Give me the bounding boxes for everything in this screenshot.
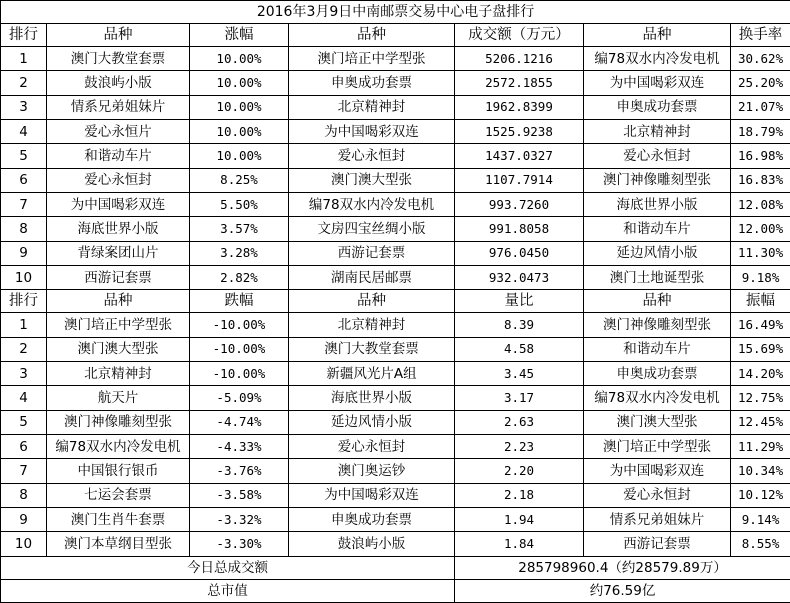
table-row [1, 483, 790, 507]
item-cell: 航天片 [47, 386, 190, 410]
rate-cell: 12.08% [731, 193, 790, 217]
item-cell: 文房四宝丝绸小版 [289, 217, 455, 241]
item-cell: 为中国喝彩双连 [584, 71, 731, 95]
item-cell: 澳门神像雕刻型张 [584, 168, 731, 192]
item-cell: 澳门培正中学型张 [47, 313, 190, 337]
metric-cell: 3.45 [455, 362, 584, 386]
rank-cell: 7 [1, 193, 47, 217]
item-cell: 澳门大教堂套票 [289, 337, 455, 361]
item-cell: 北京精神封 [47, 362, 190, 386]
table-row [1, 241, 790, 265]
rate-header: 换手率 [731, 23, 790, 46]
metric-cell: 976.0450 [455, 241, 584, 265]
change-cell: -4.33% [190, 435, 289, 459]
item-cell: 鼓浪屿小版 [289, 532, 455, 556]
item-cell: 西游记套票 [584, 532, 731, 556]
metric-cell: 2.63 [455, 410, 584, 434]
item-cell: 中国银行银币 [47, 459, 190, 483]
item-cell: 爱心永恒封 [289, 144, 455, 168]
item-cell: 澳门大教堂套票 [47, 46, 190, 70]
metric-cell: 1437.0327 [455, 144, 584, 168]
change-cell: 10.00% [190, 120, 289, 144]
item-header: 品种 [584, 290, 731, 313]
metric-cell: 8.39 [455, 313, 584, 337]
change-cell: 10.00% [190, 71, 289, 95]
item-cell: 新疆风光片A组 [289, 362, 455, 386]
change-cell: -3.32% [190, 508, 289, 532]
item-cell: 七运会套票 [47, 483, 190, 507]
table-title: 2016年3月9日中南邮票交易中心电子盘排行 [1, 1, 790, 24]
title-row [1, 1, 790, 24]
rank-cell: 5 [1, 410, 47, 434]
rank-cell: 9 [1, 508, 47, 532]
rate-cell: 10.34% [731, 459, 790, 483]
table-row [1, 508, 790, 532]
item-cell: 编78双水内冷发电机 [289, 193, 455, 217]
item-cell: 海底世界小版 [47, 217, 190, 241]
metric-cell: 1.94 [455, 508, 584, 532]
change-cell: -10.00% [190, 337, 289, 361]
change-cell: -10.00% [190, 313, 289, 337]
table-row [1, 532, 790, 556]
item-cell: 湖南民居邮票 [289, 266, 455, 290]
item-header: 品种 [289, 23, 455, 46]
item-cell: 为中国喝彩双连 [289, 120, 455, 144]
item-cell: 澳门土地诞型张 [584, 266, 731, 290]
item-header: 品种 [47, 23, 190, 46]
metric-cell: 2.18 [455, 483, 584, 507]
change-cell: 10.00% [190, 95, 289, 119]
rate-cell: 8.55% [731, 532, 790, 556]
rank-cell: 4 [1, 386, 47, 410]
metric-header: 成交额（万元） [455, 23, 584, 46]
item-cell: 编78双水内冷发电机 [47, 435, 190, 459]
rate-cell: 21.07% [731, 95, 790, 119]
item-cell: 澳门奥运钞 [289, 459, 455, 483]
rate-cell: 16.49% [731, 313, 790, 337]
item-cell: 爱心永恒封 [584, 483, 731, 507]
item-cell: 爱心永恒片 [47, 120, 190, 144]
rate-cell: 11.29% [731, 435, 790, 459]
table-row [1, 168, 790, 192]
item-cell: 澳门培正中学型张 [289, 46, 455, 70]
rate-cell: 12.75% [731, 386, 790, 410]
item-cell: 澳门澳大型张 [584, 410, 731, 434]
item-cell: 编78双水内冷发电机 [584, 46, 731, 70]
change-cell: -10.00% [190, 362, 289, 386]
item-cell: 申奥成功套票 [289, 71, 455, 95]
item-header: 品种 [584, 23, 731, 46]
metric-cell: 2.20 [455, 459, 584, 483]
table-row [1, 193, 790, 217]
rank-cell: 7 [1, 459, 47, 483]
item-cell: 为中国喝彩双连 [289, 483, 455, 507]
item-header: 品种 [47, 290, 190, 313]
summary-label: 总市值 [1, 579, 455, 602]
item-cell: 和谐动车片 [584, 217, 731, 241]
table-row [1, 337, 790, 361]
item-cell: 申奥成功套票 [584, 362, 731, 386]
rate-cell: 14.20% [731, 362, 790, 386]
table-row [1, 435, 790, 459]
rate-header: 振幅 [731, 290, 790, 313]
item-cell: 澳门生肖牛套票 [47, 508, 190, 532]
change-cell: -3.76% [190, 459, 289, 483]
item-cell: 爱心永恒封 [47, 168, 190, 192]
item-cell: 海底世界小版 [584, 193, 731, 217]
change-header: 涨幅 [190, 23, 289, 46]
table-row [1, 144, 790, 168]
table-row [1, 459, 790, 483]
summary-value: 约76.59亿 [455, 579, 790, 602]
item-cell: 澳门澳大型张 [289, 168, 455, 192]
market-cap-row [1, 579, 790, 602]
item-header: 品种 [289, 290, 455, 313]
rank-cell: 8 [1, 483, 47, 507]
metric-cell: 1107.7914 [455, 168, 584, 192]
metric-cell: 991.8058 [455, 217, 584, 241]
change-cell: -3.58% [190, 483, 289, 507]
change-cell: 8.25% [190, 168, 289, 192]
table-row [1, 266, 790, 290]
change-cell: 10.00% [190, 144, 289, 168]
rate-cell: 10.12% [731, 483, 790, 507]
item-cell: 情系兄弟姐妹片 [584, 508, 731, 532]
item-cell: 澳门澳大型张 [47, 337, 190, 361]
rate-cell: 18.79% [731, 120, 790, 144]
item-cell: 北京精神封 [289, 313, 455, 337]
item-cell: 情系兄弟姐妹片 [47, 95, 190, 119]
item-cell: 北京精神封 [584, 120, 731, 144]
summary-value: 285798960.4（约28579.89万） [455, 556, 790, 579]
item-cell: 申奥成功套票 [289, 508, 455, 532]
rank-cell: 1 [1, 46, 47, 70]
rank-header: 排行 [1, 290, 47, 313]
metric-cell: 1.84 [455, 532, 584, 556]
table-row [1, 313, 790, 337]
change-cell: 2.82% [190, 266, 289, 290]
item-cell: 编78双水内冷发电机 [584, 386, 731, 410]
rate-cell: 9.18% [731, 266, 790, 290]
change-header: 跌幅 [190, 290, 289, 313]
metric-cell: 993.7260 [455, 193, 584, 217]
item-cell: 海底世界小版 [289, 386, 455, 410]
metric-cell: 2572.1855 [455, 71, 584, 95]
rate-cell: 16.98% [731, 144, 790, 168]
table-row [1, 362, 790, 386]
item-cell: 爱心永恒封 [584, 144, 731, 168]
rate-cell: 15.69% [731, 337, 790, 361]
item-cell: 鼓浪屿小版 [47, 71, 190, 95]
rate-cell: 12.45% [731, 410, 790, 434]
metric-header: 量比 [455, 290, 584, 313]
rank-cell: 3 [1, 362, 47, 386]
item-cell: 西游记套票 [47, 266, 190, 290]
change-cell: 3.28% [190, 241, 289, 265]
metric-cell: 5206.1216 [455, 46, 584, 70]
rank-cell: 10 [1, 532, 47, 556]
rank-cell: 10 [1, 266, 47, 290]
rate-cell: 9.14% [731, 508, 790, 532]
item-cell: 澳门本草纲目型张 [47, 532, 190, 556]
item-cell: 澳门神像雕刻型张 [584, 313, 731, 337]
rank-cell: 2 [1, 337, 47, 361]
item-cell: 为中国喝彩双连 [584, 459, 731, 483]
rate-cell: 11.30% [731, 241, 790, 265]
ranking-table-body [1, 1, 790, 603]
rank-header: 排行 [1, 23, 47, 46]
item-cell: 申奥成功套票 [584, 95, 731, 119]
table-row [1, 386, 790, 410]
rate-cell: 30.62% [731, 46, 790, 70]
rate-cell: 12.00% [731, 217, 790, 241]
table-row [1, 46, 790, 70]
change-cell: -5.09% [190, 386, 289, 410]
item-cell: 北京精神封 [289, 95, 455, 119]
rank-cell: 2 [1, 71, 47, 95]
rank-cell: 1 [1, 313, 47, 337]
gainers-header-row [1, 23, 790, 46]
item-cell: 背绿案团山片 [47, 241, 190, 265]
item-cell: 和谐动车片 [584, 337, 731, 361]
item-cell: 为中国喝彩双连 [47, 193, 190, 217]
metric-cell: 4.58 [455, 337, 584, 361]
item-cell: 澳门神像雕刻型张 [47, 410, 190, 434]
rank-cell: 9 [1, 241, 47, 265]
rank-cell: 3 [1, 95, 47, 119]
metric-cell: 2.23 [455, 435, 584, 459]
rate-cell: 25.20% [731, 71, 790, 95]
change-cell: -4.74% [190, 410, 289, 434]
rank-cell: 8 [1, 217, 47, 241]
losers-header-row [1, 290, 790, 313]
table-row [1, 217, 790, 241]
item-cell: 爱心永恒封 [289, 435, 455, 459]
change-cell: -3.30% [190, 532, 289, 556]
rank-cell: 5 [1, 144, 47, 168]
rank-cell: 4 [1, 120, 47, 144]
summary-label: 今日总成交额 [1, 556, 455, 579]
table-row [1, 95, 790, 119]
rate-cell: 16.83% [731, 168, 790, 192]
item-cell: 西游记套票 [289, 241, 455, 265]
change-cell: 5.50% [190, 193, 289, 217]
item-cell: 延边风情小版 [289, 410, 455, 434]
metric-cell: 1525.9238 [455, 120, 584, 144]
item-cell: 澳门培正中学型张 [584, 435, 731, 459]
change-cell: 3.57% [190, 217, 289, 241]
table-row [1, 410, 790, 434]
item-cell: 和谐动车片 [47, 144, 190, 168]
item-cell: 延边风情小版 [584, 241, 731, 265]
table-row [1, 120, 790, 144]
rank-cell: 6 [1, 435, 47, 459]
metric-cell: 1962.8399 [455, 95, 584, 119]
total-turnover-row [1, 556, 790, 579]
rank-cell: 6 [1, 168, 47, 192]
table-row [1, 71, 790, 95]
metric-cell: 3.17 [455, 386, 584, 410]
change-cell: 10.00% [190, 46, 289, 70]
metric-cell: 932.0473 [455, 266, 584, 290]
